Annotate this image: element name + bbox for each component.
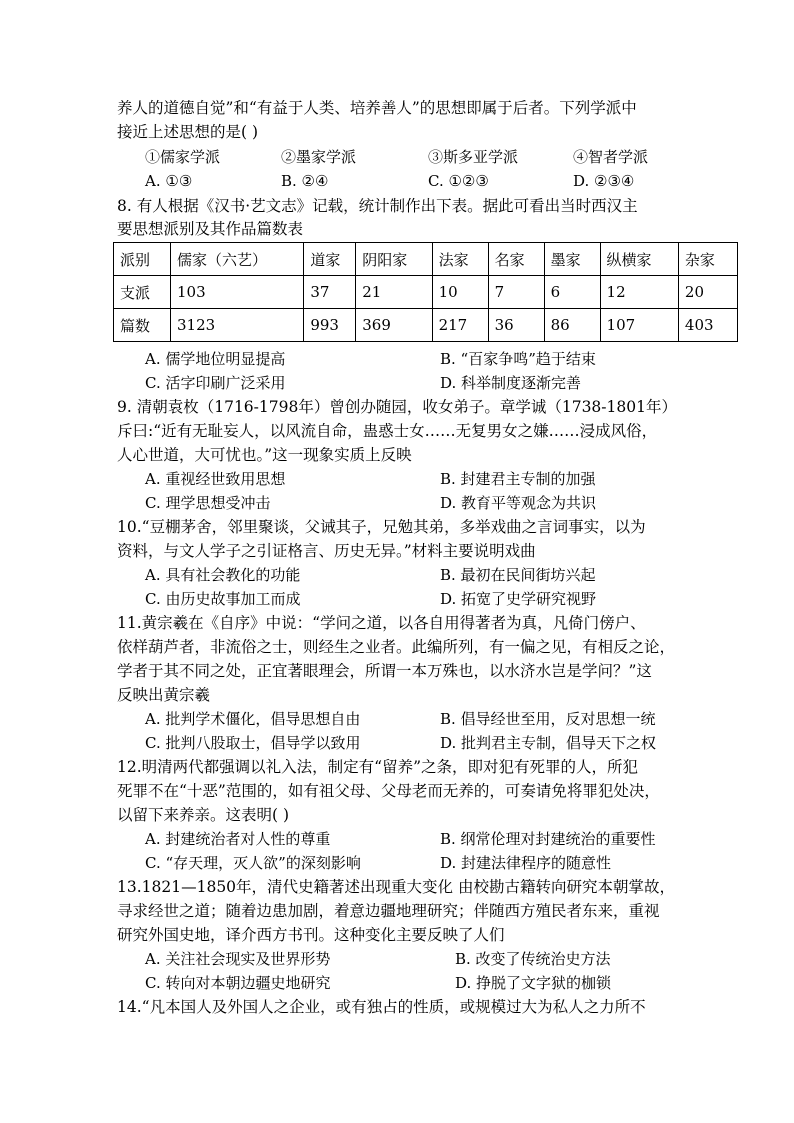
q12-option-d: D. 封建法律程序的随意性 <box>440 854 612 872</box>
q9-option-b: B. 封建君主专制的加强 <box>440 470 596 488</box>
table-header-cell: 派别 <box>114 243 171 276</box>
q12-option-a: A. 封建统治者对人性的尊重 <box>145 830 331 848</box>
q8-option-c: C. 活字印刷广泛采用 <box>145 374 286 392</box>
table-cell: 10 <box>432 276 488 309</box>
q8-option-a: A. 儒学地位明显提高 <box>145 350 286 368</box>
q10-line-1: 10.“豆棚茅舍，邻里聚谈，父诫其子，兄勉其弟，多举戏曲之言词事实，以为 <box>117 518 646 536</box>
q14-line-1: 14.“凡本国人及外国人之企业，或有独占的性质，或规模过大为私人之力所不 <box>117 998 646 1016</box>
table-row <box>114 309 738 342</box>
q11-option-a: A. 批判学术僵化，倡导思想自由 <box>145 710 361 728</box>
table-header-cell: 儒家（六艺） <box>171 243 304 276</box>
q13-option-b: B. 改变了传统治史方法 <box>455 950 611 968</box>
table-cell: 支派 <box>114 276 171 309</box>
q9-option-d: D. 教育平等观念为共识 <box>440 494 597 512</box>
table-header-cell: 法家 <box>432 243 488 276</box>
q10-option-b: B. 最初在民间街坊兴起 <box>440 566 596 584</box>
q13-option-c: C. 转向对本朝边疆史地研究 <box>145 974 331 992</box>
q12-option-b: B. 纲常伦理对封建统治的重要性 <box>440 830 656 848</box>
q9-line-3: 人心世道，大可忧也。”这一现象实质上反映 <box>117 446 412 464</box>
q7-line-1: 养人的道德自觉”和“有益于人类、培养善人”的思想即属于后者。下列学派中 <box>117 99 637 117</box>
school-works-table <box>113 242 738 342</box>
q12-option-c: C. “存天理，灭人欲”的深刻影响 <box>145 854 361 872</box>
table-cell: 21 <box>356 276 432 309</box>
table-header-cell: 阴阳家 <box>356 243 432 276</box>
q12-line-2: 死罪不在“十恶”范围的，如有祖父母、父母老而无养的，可奏请免将罪犯处决， <box>117 782 660 800</box>
table-header-cell: 名家 <box>488 243 544 276</box>
q13-option-d: D. 挣脱了文字狱的枷锁 <box>455 974 612 992</box>
table-cell: 993 <box>304 309 356 342</box>
table-row <box>114 276 738 309</box>
q13-line-2: 寻求经世之道；随着边患加剧，着意边疆地理研究；伴随西方殖民者东来，重视 <box>117 902 660 920</box>
q13-line-3: 研究外国史地，译介西方书刊。这种变化主要反映了人们 <box>117 926 505 944</box>
table-cell: 篇数 <box>114 309 171 342</box>
q7-item-2: ②墨家学派 <box>281 148 357 166</box>
q7-line-2: 接近上述思想的是( ) <box>117 123 259 141</box>
table-cell: 6 <box>544 276 600 309</box>
q11-option-b: B. 倡导经世至用，反对思想一统 <box>440 710 656 728</box>
table-cell: 403 <box>678 309 737 342</box>
table-cell: 7 <box>488 276 544 309</box>
table-header-row <box>114 243 738 276</box>
q7-item-3: ③斯多亚学派 <box>428 148 519 166</box>
q10-option-a: A. 具有社会教化的功能 <box>145 566 301 584</box>
table-header-cell: 道家 <box>304 243 356 276</box>
q12-line-1: 12.明清两代都强调以礼入法，制定有“留养”之条，即对犯有死罪的人，所犯 <box>117 758 639 776</box>
table-cell: 369 <box>356 309 432 342</box>
q11-line-3: 学者于其不同之处，正宜著眼理会，所谓一本万殊也，以水济水岂是学问？”这 <box>117 662 652 680</box>
q11-line-4: 反映出黄宗羲 <box>117 686 211 704</box>
q8-line-1: 8. 有人根据《汉书·艺文志》记载，统计制作出下表。据此可看出当时西汉主 <box>117 197 638 215</box>
q10-option-d: D. 拓宽了史学研究视野 <box>440 590 597 608</box>
table-cell: 20 <box>678 276 737 309</box>
q7-option-a: A. ①③ <box>145 172 193 190</box>
table-cell: 36 <box>488 309 544 342</box>
q9-option-a: A. 重视经世致用思想 <box>145 470 286 488</box>
table-cell: 217 <box>432 309 488 342</box>
table-header-cell: 纵横家 <box>600 243 678 276</box>
q9-line-2: 斥曰:“近有无耻妄人，以风流自命，蛊惑士女……无复男女之嫌……浸成风俗， <box>117 422 658 440</box>
q10-option-c: C. 由历史故事加工而成 <box>145 590 301 608</box>
q7-option-b: B. ②④ <box>281 172 329 190</box>
table-cell: 12 <box>600 276 678 309</box>
q13-option-a: A. 关注社会现实及世界形势 <box>145 950 331 968</box>
q11-option-c: C. 批判八股取士，倡导学以致用 <box>145 734 361 752</box>
q8-option-d: D. 科举制度逐渐完善 <box>440 374 582 392</box>
q9-option-c: C. 理学思想受冲击 <box>145 494 271 512</box>
table-cell: 37 <box>304 276 356 309</box>
q10-line-2: 资料，与文人学子之引证格言、历史无异。”材料主要说明戏曲 <box>117 542 536 560</box>
q9-line-1: 9. 清朝袁枚（1716-1798年）曾创办随园，收女弟子。章学诚（1738-1801年） <box>117 398 677 416</box>
q11-line-2: 依样葫芦者，非流俗之士，则经生之业者。此编所列，有一偏之见，有相反之论， <box>117 638 676 656</box>
table-cell: 107 <box>600 309 678 342</box>
table-cell: 3123 <box>171 309 304 342</box>
table-header-cell: 墨家 <box>544 243 600 276</box>
q13-line-1: 13.1821—1850年，清代史籍著述出现重大变化 由校勘古籍转向研究本朝掌故， <box>117 878 675 896</box>
q7-option-d: D. ②③④ <box>573 172 635 190</box>
table-header-cell: 杂家 <box>678 243 737 276</box>
q8-option-b: B. “百家争鸣”趋于结束 <box>440 350 596 368</box>
q7-option-c: C. ①②③ <box>428 172 489 190</box>
q7-item-4: ④智者学派 <box>573 148 649 166</box>
q8-line-2: 要思想派别及其作品篇数表 <box>117 220 304 238</box>
q11-line-1: 11.黄宗羲在《自序》中说：“学问之道，以各自用得著者为真，凡倚门傍户、 <box>117 614 646 632</box>
q11-option-d: D. 批判君主专制，倡导天下之权 <box>440 734 657 752</box>
table-cell: 86 <box>544 309 600 342</box>
table-cell: 103 <box>171 276 304 309</box>
q12-line-3: 以留下来养亲。这表明( ) <box>117 806 290 824</box>
q7-item-1: ①儒家学派 <box>145 148 221 166</box>
